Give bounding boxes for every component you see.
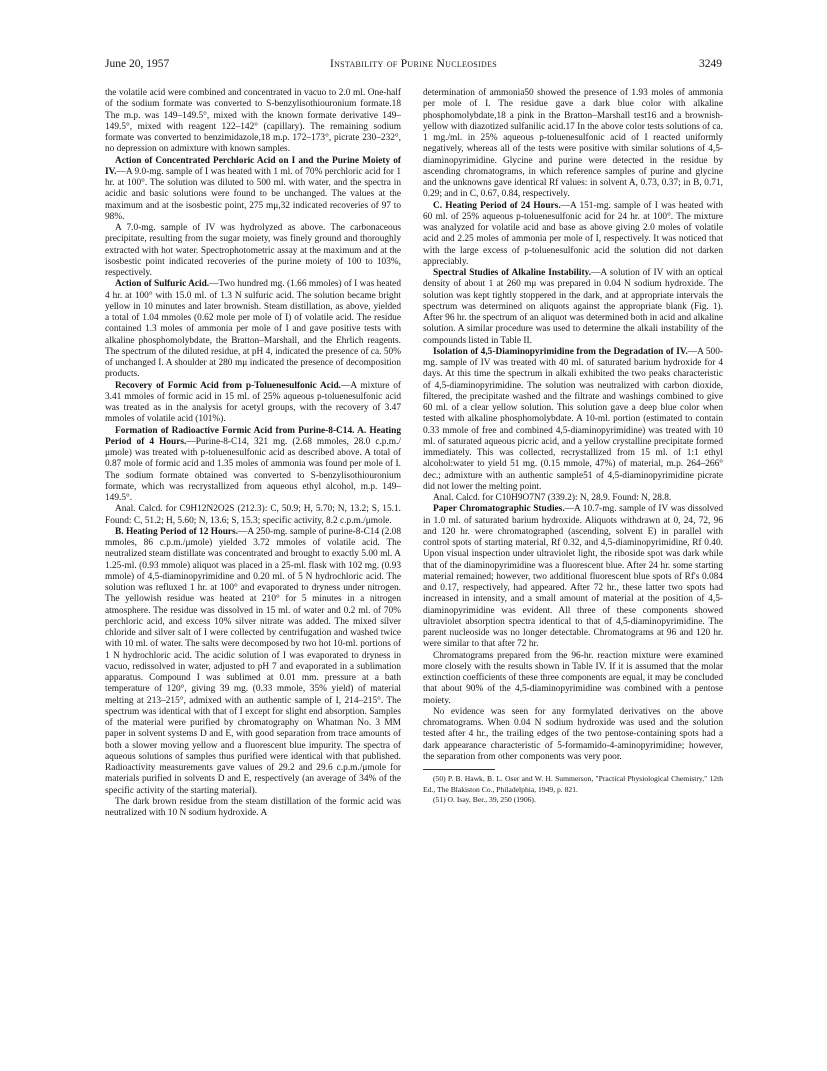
section-heading: Spectral Studies of Alkaline Instability. [433,268,592,278]
paragraph: determination of ammonia50 showed the presence of 1.93 moles of ammonia per mole of I. The residue gave a dark blue color with alkaline phosphomolybdate,18 a pink in the Bratton–Marshall test16 and a brownish-yellow with diazotized sulfanilic acid.17 In the above color tests solutions of ca. 1 mg./ml. in 25% aqueous p-toluenesulfonic acid of I reacted uniformly negatively, whereas all of the tests were positive with similar solutions of 4,5-diaminopyrimidine. Glycine and purine were detected in the residue by ascending chromatograms, in which reference samples of purine and glycine and the unknowns gave identical Rf values: in solvent A, 0.73, 0.37; in B, 0.71, 0.29; and in C, 0.67, 0.84, respectively. [423,88,723,200]
paragraph: Formation of Radioactive Formic Acid from Purine-8-C14. A. Heating Period of 4 Hours.—Purine-8-C14, 321 mg. (2.68 mmoles, 28.0 c.p.m./μmole) was treated with p-toluenesulfonic acid as described above. A total of 0.87 mole of formic acid and 1.35 moles of ammonia was found per mole of I. The sodium formate obtained was converted to S-benzylisothiouronium formate, which was recrystallized from aqueous ethyl alcohol, m.p. 149–149.5°. [105,425,402,503]
section-heading: Recovery of Formic Acid from p-Toluenesulfonic Acid. [115,380,341,391]
analysis-paragraph: Anal. Calcd. for C9H12N2O2S (212.3): C, 50.9; H, 5.70; N, 13.2; S, 15.1. Found: C, 51.2; H, 5.60; N, 13.6; S, 15.3; specific activity, 8.2 c.p.m./μmole. [105,504,401,526]
paragraph: C. Heating Period of 24 Hours.—A 151-mg. sample of I was heated with 60 ml. of 25% aqueous p-toluenesulfonic acid for 24 hr. at 100°. The mixture was analyzed for volatile acid and base as above giving 2.0 moles of volatile acid and 2.25 moles of ammonia per mole of I, respectively. It was noticed that with the large excess of p-toluenesulfonic acid the solution did not darken appreciably. [423,200,723,267]
paragraph: Action of Concentrated Perchloric Acid on I and the Purine Moiety of IV.—A 9.0-mg. sample of I was heated with 1 ml. of 70% perchloric acid for 1 hr. at 100°. The solution was diluted to 500 ml. with water, and the spectra in acidic and basic solutions were found to be unchanged. The values at the maximum and at the isosbestic point, 275 mμ,32 indicated recoveries of 97 to 98%. [105,155,401,222]
page-number: 3249 [699,58,722,70]
right-column [423,88,723,806]
left-column [105,88,401,819]
section-heading: Formation of Radioactive Formic Acid from Purine-8-C14. A. Heating Period of 4 Hours. [105,425,401,447]
footnote-divider [423,769,495,770]
section-heading: Paper Chromatographic Studies. [433,504,565,515]
header-date: June 20, 1957 [105,58,170,70]
paragraph: the volatile acid were combined and concentrated in vacuo to 2.0 ml. One-half of the sodium formate was converted to S-benzylisothiouronium formate.18 The m.p. was 149–149.5°, mixed with the known formate derivative 149–149.5°, mixed with reagent 122–142° (capillary). The remaining sodium formate was converted to benzimidazole,18 m.p. 172–173°, picrate 230–232°, no depression on admixture with known samples. [105,88,401,155]
paragraph: Isolation of 4,5-Diaminopyrimidine from the Degradation of IV.—A 500-mg. sample of IV was treated with 40 ml. of saturated barium hydroxide for 4 days. At this time the spectrum in alkali exhibited the two peaks characteristic of 4,5-diaminopyrimidine. The solution was neutralized with carbon dioxide, filtered, the precipitate washed and the filtrate and washings combined to give 60 ml. of a clear yellow solution. This solution gave a deep blue color when tested with alkaline phosphomolybdate. A 10-ml. portion (estimated to contain 0.33 mmole of free and combined 4,5-diaminopyrimidine) was treated with 10 ml. of saturated aqueous picric acid, and a yellow crystalline precipitate formed immediately. This was collected, recrystallized from 15 ml. of 1:1 ethyl alcohol:water to yield 51 mg. (0.15 mmole, 47%) of material, m.p. 264–266° dec.; admixture with an authentic sample51 of 4,5-diaminopyrimidine picrate did not lower the melting point. [423,346,724,492]
analysis-paragraph: Anal. Calcd. for C10H9O7N7 (339.2): N, 28.9. Found: N, 28.8. [433,493,672,503]
paragraph: Recovery of Formic Acid from p-Toluenesulfonic Acid.—A mixture of 3.41 mmoles of formic acid in 15 ml. of 25% aqueous p-toluenesulfonic acid was treated as in the analysis for acetyl groups, with the recovery of 3.47 mmoles of volatile acid (101%). [105,380,401,425]
paragraph: Paper Chromatographic Studies.—A 10.7-mg. sample of IV was dissolved in 1.0 ml. of saturated barium hydroxide. Aliquots withdrawn at 0, 24, 72, 96 and 120 hr. were chromatographed (ascending, solvent E) in parallel with control spots of starting material, Rf 0.32, and 4,5-diaminopyrimidine, Rf 0.40. Upon visual inspection under ultraviolet light, the riboside spot was dark while that of the diaminopyrimidine was a fluorescent blue. After 24 hr. some starting material remained; however, two additional fluorescent blue spots of Rf's 0.084 and 0.17, respectively, had appeared. After 72 hr., these latter two spots had increased in intensity, and a small amount of material at the position of 4,5-diaminopyrimidine was evident. All three of these components showed ultraviolet absorption spectra identical to that of 4,5-diaminopyrimidine. The parent nucleoside was no longer detectable. Chromatograms at 96 and 120 hr. were similar to that after 72 hr. [423,504,723,650]
paragraph: A 7.0-mg. sample of IV was hydrolyzed as above. The carbonaceous precipitate, resulting from the sugar moiety, was finely ground and thoroughly extracted with hot water. Spectrophotometric assay at the maximum and at the isosbestic point indicated recoveries of the purine moiety of 100 to 103%, respectively. [105,223,401,278]
header-title: Instability of Purine Nucleosides [329,58,498,70]
section-heading: Isolation of 4,5-Diaminopyrimidine from the Degradation of IV. [433,346,688,357]
section-heading: Action of Concentrated Perchloric Acid on I and the Purine Moiety of IV. [105,155,401,177]
running-header [105,58,722,74]
paragraph: No evidence was seen for any formylated derivatives on the above chromatograms. When 0.04 N sodium hydroxide was used and the solution tested after 4 hr., the trailing edges of the two pentose-containing spots had a dark appearance characteristic of 5-formamido-4-aminopyrimidine; however, the separation from other components was very poor. [423,706,723,762]
section-heading: Action of Sulfuric Acid. [115,279,210,290]
section-heading: B. Heating Period of 12 Hours. [115,526,239,537]
footnote: (51) O. Isay, Ber., 39, 250 (1906). [433,795,536,804]
paragraph: Action of Sulfuric Acid.—Two hundred mg. (1.66 mmoles) of I was heated 4 hr. at 100° with 15.0 ml. of 1.3 N sulfuric acid. The solution became bright yellow in 10 minutes and later brownish. Steam distillation, as above, yielded a total of 1.04 mmoles (0.62 mole per mole of I) of volatile acid. The residue contained 1.3 moles of ammonia per mole of I and gave positive tests with alkaline phosphomolybdate, the Bratton–Marshall, and the Ehrlich reagents. The spectrum of the diluted residue, at pH 4, indicated the presence of ca. 50% of unchanged I. A shoulder at 280 mμ indicated the presence of decomposition products. [105,279,401,380]
section-heading: C. Heating Period of 24 Hours. [433,200,561,211]
paragraph: Spectral Studies of Alkaline Instability.—A solution of IV with an optical density of about 1 at 260 mμ was prepared in 0.04 N sodium hydroxide. The solution was kept tightly stoppered in the dark, and at appropriate intervals the spectrum was determined on aliquots against the appropriate blank (Fig. 1). After 96 hr. the spectrum of an aliquot was determined both in acid and alkaline solution. A similar procedure was used to determine the alkali instability of the compounds listed in Table II. [423,268,723,346]
paragraph: The dark brown residue from the steam distillation of the formic acid was neutralized with 10 N sodium hydroxide. A [105,796,401,818]
footnote: (50) P. B. Hawk, B. L. Oser and W. H. Summerson, "Practical Physiological Chemistry," 12th Ed., The Blakiston Co., Philadelphia, 1949, p. 821. [423,774,723,794]
paragraph: B. Heating Period of 12 Hours.—A 250-mg. sample of purine-8-C14 (2.08 mmoles, 86 c.p.m./μmole) yielded 3.72 mmoles of volatile acid. The neutralized steam distillate was concentrated and brought to exactly 5.00 ml. A 1.25-ml. (0.93 mmole) aliquot was placed in a 25-ml. flask with 102 mg. (0.93 mmole) of 4,5-diaminopyrimidine and 0.20 ml. of 5 N hydrochloric acid. The solution was refluxed 1 hr. at 100° and evaporated to dryness under nitrogen. The yellowish residue was heated at 210° for 5 minutes in a nitrogen atmosphere. The residue was dissolved in 15 ml. of water and 0.2 ml. of 70% perchloric acid, and excess 10% silver nitrate was added. The mixed silver chloride and silver salt of I were collected by centrifugation and washed twice with 10 ml. of water. The salts were decomposed by two hot 10-ml. portions of 1 N hydrochloric acid. The acidic solution of I was evaporated to dryness in vacuo, redissolved in water, adjusted to pH 7 and evaporated in a sublimation apparatus. Compound I was sublimed at 0.01 mm. pressure at a bath temperature of 120°, giving 39 mg. (0.33 mmole, 35% yield) of material melting at 213–215°, admixed with an authentic sample of I, 214–215°. The spectrum was identical with that of I except for slight end absorption. Samples of the material were purified by chromatography on Whatman No. 3 MM paper in solvent systems D and E, with good separation from trace amounts of both a slower moving yellow and a fluorescent blue impurity. The spectra of aqueous solutions of samples thus purified were identical with that published. Radioactivity measurements gave values of 29.2 and 29.6 c.p.m./μmole for materials purified in solvents D and E, respectively (an average of 34% of the specific activity of the starting material). [105,526,402,796]
paragraph: Chromatograms prepared from the 96-hr. reaction mixture were examined more closely with the results shown in Table IV. If it is assumed that the molar extinction coefficients of these three components are equal, it may be concluded that about 90% of the 4,5-diaminopyrimidine was combined with a pentose moiety. [423,650,723,706]
